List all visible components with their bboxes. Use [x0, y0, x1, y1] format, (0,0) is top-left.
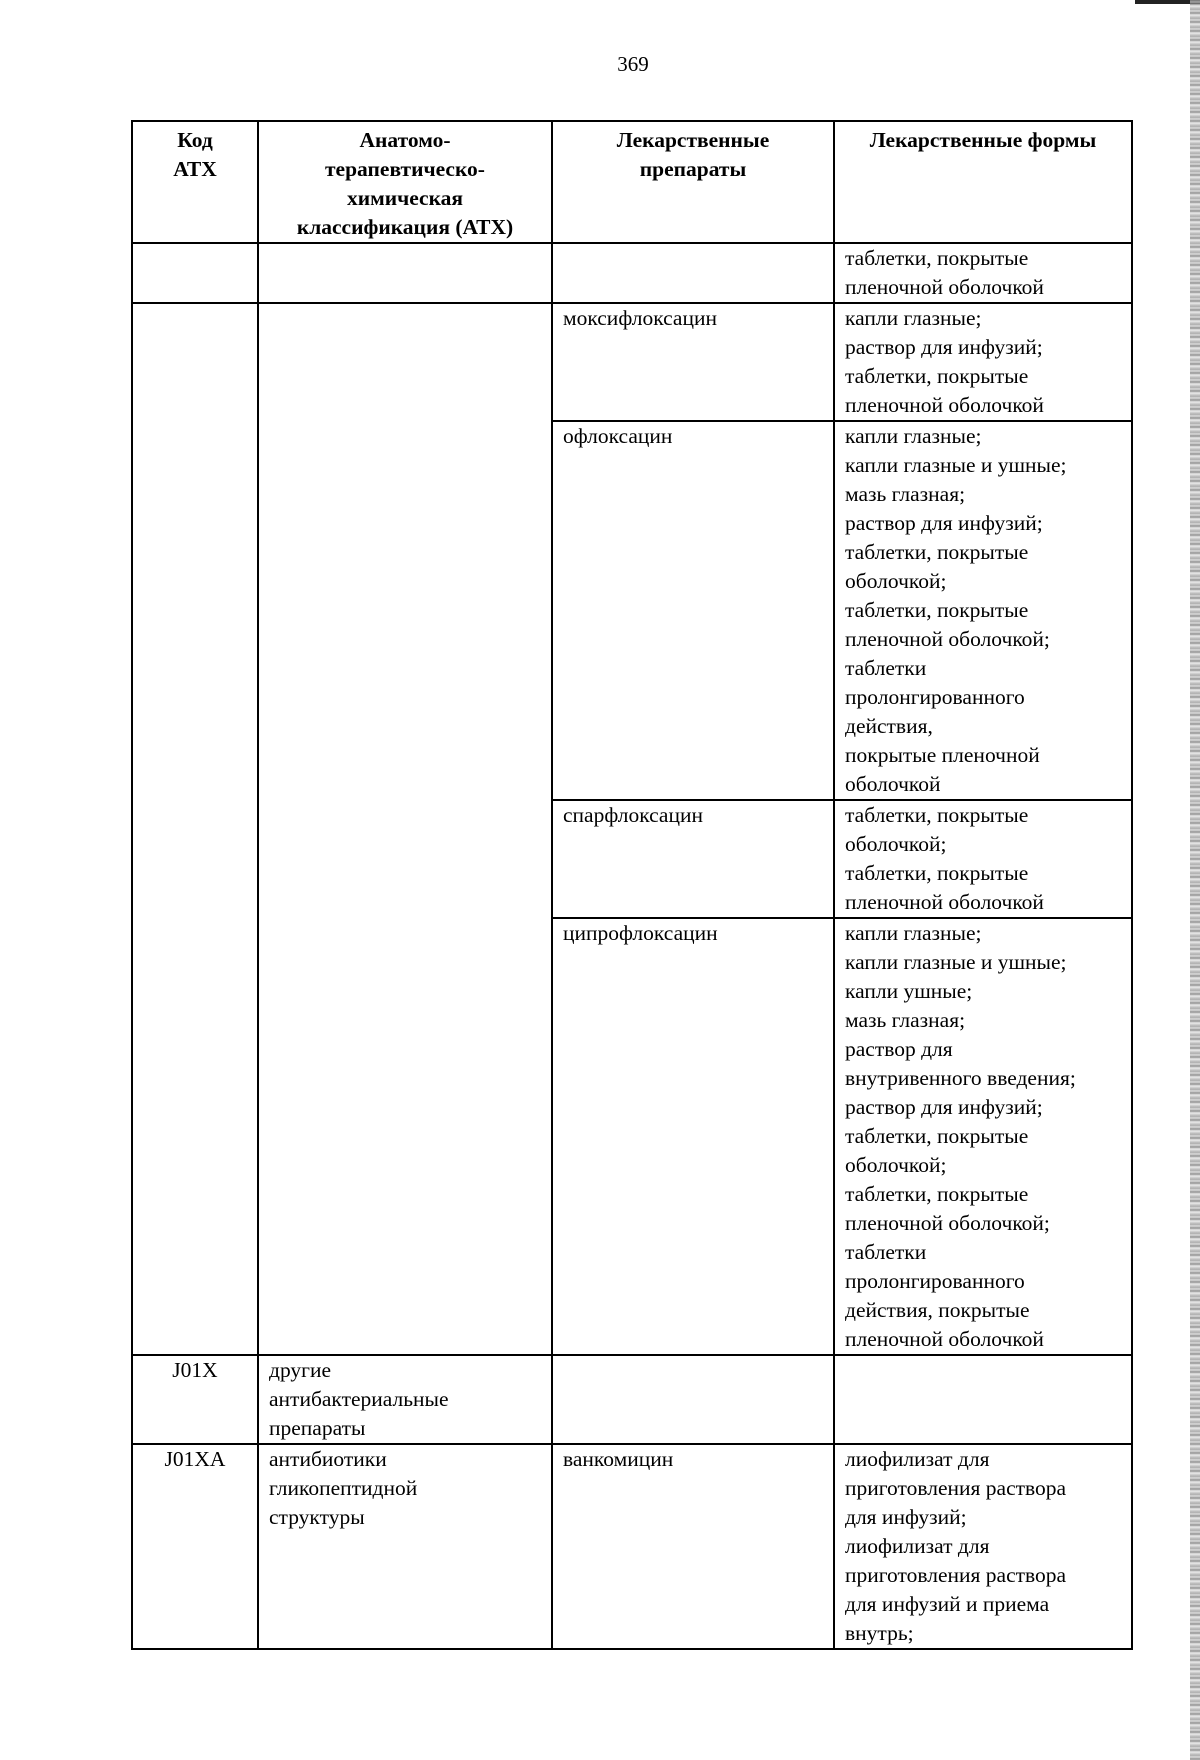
form-line: пленочной оболочкой; — [845, 627, 1050, 651]
form-line: лиофилизат для — [845, 1447, 990, 1471]
classification-line: антибактериальные — [269, 1387, 449, 1411]
form-line: капли глазные; — [845, 306, 982, 330]
form-line: таблетки, покрытые — [845, 598, 1029, 622]
form-line: действия, покрытые — [845, 1298, 1030, 1322]
header-row — [132, 121, 1132, 243]
cell-forms — [834, 918, 1132, 1355]
form-line: оболочкой; — [845, 1153, 947, 1177]
form-line: внутривенного введения; — [845, 1066, 1076, 1090]
header-code — [132, 121, 258, 243]
cell-drug: моксифлоксацин — [552, 303, 834, 421]
form-line: пленочной оболочкой; — [845, 1211, 1050, 1235]
form-line: мазь глазная; — [845, 1008, 966, 1032]
header-classification — [258, 121, 552, 243]
form-line: пролонгированного — [845, 685, 1025, 709]
cell-code: J01XA — [132, 1444, 258, 1649]
cell-classification — [258, 243, 552, 303]
header-code-line: Код — [177, 128, 213, 152]
cell-drug — [552, 243, 834, 303]
cell-code: J01X — [132, 1355, 258, 1444]
cell-classification — [258, 1444, 552, 1649]
header-classification-line: терапевтическо- — [325, 157, 485, 181]
header-classification-line: химическая — [346, 186, 464, 210]
cell-code — [132, 303, 258, 1355]
table-row — [132, 1444, 1132, 1649]
form-line: таблетки, покрытые — [845, 1124, 1029, 1148]
cell-forms — [834, 1355, 1132, 1444]
form-line: таблетки, покрытые — [845, 803, 1029, 827]
header-classification-line: Анатомо- — [359, 128, 451, 152]
form-line: таблетки, покрытые — [845, 364, 1029, 388]
table-row — [132, 1355, 1132, 1444]
form-line: для инфузий и приема — [845, 1592, 1050, 1616]
cell-classification — [258, 1355, 552, 1444]
form-line: пленочной оболочкой — [845, 1327, 1044, 1351]
form-line: оболочкой — [845, 772, 941, 796]
form-line: оболочкой; — [845, 832, 947, 856]
form-line: приготовления раствора — [845, 1476, 1067, 1500]
cell-forms — [834, 1444, 1132, 1649]
form-line: покрытые пленочной — [845, 743, 1040, 767]
cell-classification — [258, 303, 552, 1355]
form-line: внутрь; — [845, 1621, 914, 1645]
form-line: капли глазные и ушные; — [845, 950, 1067, 974]
form-line: капли глазные и ушные; — [845, 453, 1067, 477]
form-line: капли ушные; — [845, 979, 973, 1003]
form-line: таблетки — [845, 656, 927, 680]
header-code-line: АТХ — [173, 157, 217, 181]
classification-line: другие — [269, 1358, 332, 1382]
header-drugs-line: Лекарственные — [616, 128, 770, 152]
scan-artifact-edge — [1190, 0, 1200, 1760]
table-row — [132, 303, 1132, 421]
form-line: таблетки, покрытые — [845, 540, 1029, 564]
cell-drug — [552, 1355, 834, 1444]
cell-drug: офлоксацин — [552, 421, 834, 800]
form-line: таблетки — [845, 1240, 927, 1264]
classification-line: антибиотики — [269, 1447, 387, 1471]
classification-line: препараты — [269, 1416, 366, 1440]
cell-drug: ванкомицин — [552, 1444, 834, 1649]
form-line: лиофилизат для — [845, 1534, 990, 1558]
atx-table — [131, 120, 1133, 1650]
form-line: раствор для — [845, 1037, 953, 1061]
form-line: для инфузий; — [845, 1505, 967, 1529]
form-line: мазь глазная; — [845, 482, 966, 506]
header-classification-line: классификация (АТХ) — [296, 215, 514, 239]
cell-drug: спарфлоксацин — [552, 800, 834, 918]
form-line: раствор для инфузий; — [845, 1095, 1043, 1119]
classification-line: структуры — [269, 1505, 365, 1529]
header-drugs-line: препараты — [639, 157, 747, 181]
header-drugs — [552, 121, 834, 243]
form-line: пленочной оболочкой — [845, 393, 1044, 417]
header-forms — [834, 121, 1132, 243]
classification-line: гликопептидной — [269, 1476, 418, 1500]
form-line: раствор для инфузий; — [845, 335, 1043, 359]
cell-forms — [834, 243, 1132, 303]
form-line: таблетки, покрытые — [845, 246, 1029, 270]
cell-forms — [834, 800, 1132, 918]
form-line: капли глазные; — [845, 424, 982, 448]
form-line: приготовления раствора — [845, 1563, 1067, 1587]
form-line: раствор для инфузий; — [845, 511, 1043, 535]
form-line: капли глазные; — [845, 921, 982, 945]
header-forms-line: Лекарственные формы — [869, 128, 1097, 152]
form-line: пролонгированного — [845, 1269, 1025, 1293]
form-line: таблетки, покрытые — [845, 1182, 1029, 1206]
form-line: пленочной оболочкой — [845, 275, 1044, 299]
cell-forms — [834, 303, 1132, 421]
form-line: пленочной оболочкой — [845, 890, 1044, 914]
page-number: 369 — [617, 52, 649, 76]
form-line: оболочкой; — [845, 569, 947, 593]
cell-drug: ципрофлоксацин — [552, 918, 834, 1355]
cell-code — [132, 243, 258, 303]
form-line: действия, — [845, 714, 933, 738]
form-line: таблетки, покрытые — [845, 861, 1029, 885]
table-row — [132, 243, 1132, 303]
cell-forms — [834, 421, 1132, 800]
